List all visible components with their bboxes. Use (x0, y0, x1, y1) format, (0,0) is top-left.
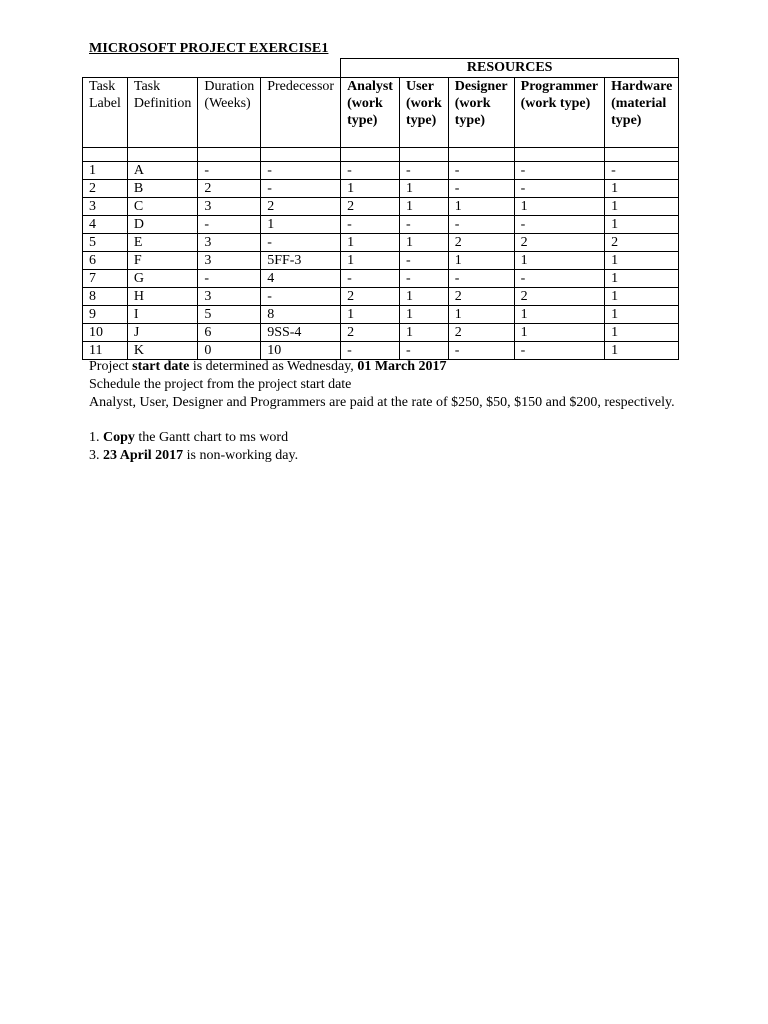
cell-hardware: 1 (605, 306, 679, 324)
cell-programmer: 1 (514, 324, 604, 342)
cell-duration: 0 (198, 342, 261, 360)
cell-duration: 5 (198, 306, 261, 324)
cell-user: 1 (399, 234, 448, 252)
cell-designer: 1 (448, 252, 514, 270)
cell-predecessor: 2 (261, 198, 341, 216)
cell-user: - (399, 342, 448, 360)
table-row (83, 198, 679, 216)
cell-task-definition: F (127, 252, 198, 270)
cell-duration: 2 (198, 180, 261, 198)
instruction-item-1: 1. Copy the Gantt chart to ms word (89, 430, 289, 445)
pay-rate-line: Analyst, User, Designer and Programmers are paid at the rate of $250, $50, $150 and $200, respectively. (89, 395, 675, 410)
cell-hardware: 2 (605, 234, 679, 252)
cell-programmer: - (514, 216, 604, 234)
cell-predecessor: 10 (261, 342, 341, 360)
cell-designer: 1 (448, 198, 514, 216)
header-user: User (work type) (399, 78, 448, 148)
cell-task-definition: D (127, 216, 198, 234)
table-body (83, 148, 679, 360)
cell-analyst: 1 (341, 180, 400, 198)
table-row (83, 288, 679, 306)
table-row (83, 306, 679, 324)
cell-task-definition: J (127, 324, 198, 342)
cell-predecessor: 5FF-3 (261, 252, 341, 270)
cell-hardware: - (605, 162, 679, 180)
cell-designer: 2 (448, 324, 514, 342)
cell-task-definition: A (127, 162, 198, 180)
cell-programmer: 1 (514, 252, 604, 270)
cell-programmer: - (514, 342, 604, 360)
cell-user: 1 (399, 324, 448, 342)
cell-programmer: - (514, 180, 604, 198)
cell-duration: - (198, 216, 261, 234)
cell-duration: 6 (198, 324, 261, 342)
cell-programmer: - (514, 162, 604, 180)
table-row (83, 216, 679, 234)
cell-predecessor: - (261, 162, 341, 180)
cell-duration: - (198, 270, 261, 288)
instructions (89, 358, 709, 465)
cell-analyst: 2 (341, 198, 400, 216)
cell-hardware: 1 (605, 198, 679, 216)
cell-task-label: 2 (83, 180, 128, 198)
cell-user: 1 (399, 180, 448, 198)
cell-task-label: 1 (83, 162, 128, 180)
cell-task-definition: C (127, 198, 198, 216)
table-row (83, 180, 679, 198)
cell-user: - (399, 252, 448, 270)
cell-task-definition: E (127, 234, 198, 252)
cell-hardware: 1 (605, 342, 679, 360)
cell-hardware: 1 (605, 324, 679, 342)
cell-duration: 3 (198, 288, 261, 306)
cell-hardware: 1 (605, 270, 679, 288)
header-duration: Duration (Weeks) (198, 78, 261, 148)
cell-programmer: 2 (514, 234, 604, 252)
cell-hardware: 1 (605, 216, 679, 234)
cell-designer: 2 (448, 288, 514, 306)
cell-task-label: 3 (83, 198, 128, 216)
cell-task-definition: B (127, 180, 198, 198)
cell-duration: 3 (198, 252, 261, 270)
cell-hardware: 1 (605, 180, 679, 198)
cell-user: - (399, 216, 448, 234)
table-row (83, 162, 679, 180)
cell-programmer: 2 (514, 288, 604, 306)
cell-analyst: 2 (341, 324, 400, 342)
cell-designer: - (448, 342, 514, 360)
cell-predecessor: - (261, 180, 341, 198)
cell-predecessor: 4 (261, 270, 341, 288)
cell-user: 1 (399, 288, 448, 306)
header-gap-row (83, 148, 679, 162)
cell-designer: - (448, 216, 514, 234)
cell-predecessor: 8 (261, 306, 341, 324)
cell-task-label: 4 (83, 216, 128, 234)
header-hardware: Hardware (material type) (605, 78, 679, 148)
cell-task-definition: G (127, 270, 198, 288)
header-designer: Designer (work type) (448, 78, 514, 148)
cell-designer: 2 (448, 234, 514, 252)
cell-task-definition: H (127, 288, 198, 306)
cell-user: - (399, 162, 448, 180)
cell-hardware: 1 (605, 288, 679, 306)
cell-task-label: 10 (83, 324, 128, 342)
cell-task-definition: K (127, 342, 198, 360)
page-title: MICROSOFT PROJECT EXERCISE1 (89, 41, 329, 56)
cell-analyst: 1 (341, 234, 400, 252)
resources-heading: RESOURCES (341, 59, 679, 78)
cell-analyst: - (341, 270, 400, 288)
cell-analyst: 1 (341, 252, 400, 270)
table-row (83, 252, 679, 270)
cell-designer: - (448, 270, 514, 288)
header-task-definition: Task Definition (127, 78, 198, 148)
cell-predecessor: 9SS-4 (261, 324, 341, 342)
header-programmer: Programmer (work type) (514, 78, 604, 148)
cell-user: - (399, 270, 448, 288)
schedule-line: Schedule the project from the project start date (89, 377, 352, 392)
cell-designer: - (448, 162, 514, 180)
cell-analyst: - (341, 342, 400, 360)
cell-predecessor: - (261, 288, 341, 306)
cell-programmer: 1 (514, 306, 604, 324)
cell-duration: - (198, 162, 261, 180)
header-predecessor: Predecessor (261, 78, 341, 148)
cell-user: 1 (399, 306, 448, 324)
cell-analyst: - (341, 162, 400, 180)
cell-analyst: 1 (341, 306, 400, 324)
start-date-line: Project start date is determined as Wednesday, 01 March 2017 (89, 359, 447, 374)
cell-task-label: 7 (83, 270, 128, 288)
table-row (83, 342, 679, 360)
table-row (83, 234, 679, 252)
resources-heading-row (83, 59, 679, 78)
cell-programmer: 1 (514, 198, 604, 216)
cell-designer: 1 (448, 306, 514, 324)
cell-analyst: 2 (341, 288, 400, 306)
cell-duration: 3 (198, 198, 261, 216)
cell-task-label: 6 (83, 252, 128, 270)
instruction-item-3: 3. 23 April 2017 is non-working day. (89, 448, 299, 463)
task-resource-table (82, 58, 679, 360)
cell-task-definition: I (127, 306, 198, 324)
header-task-label: Task Label (83, 78, 128, 148)
cell-analyst: - (341, 216, 400, 234)
table-row (83, 270, 679, 288)
cell-user: 1 (399, 198, 448, 216)
table-row (83, 324, 679, 342)
header-analyst: Analyst (work type) (341, 78, 400, 148)
cell-duration: 3 (198, 234, 261, 252)
cell-task-label: 5 (83, 234, 128, 252)
cell-programmer: - (514, 270, 604, 288)
column-header-row (83, 78, 679, 148)
cell-task-label: 8 (83, 288, 128, 306)
cell-predecessor: 1 (261, 216, 341, 234)
cell-designer: - (448, 180, 514, 198)
cell-predecessor: - (261, 234, 341, 252)
cell-hardware: 1 (605, 252, 679, 270)
cell-task-label: 11 (83, 342, 128, 360)
cell-task-label: 9 (83, 306, 128, 324)
